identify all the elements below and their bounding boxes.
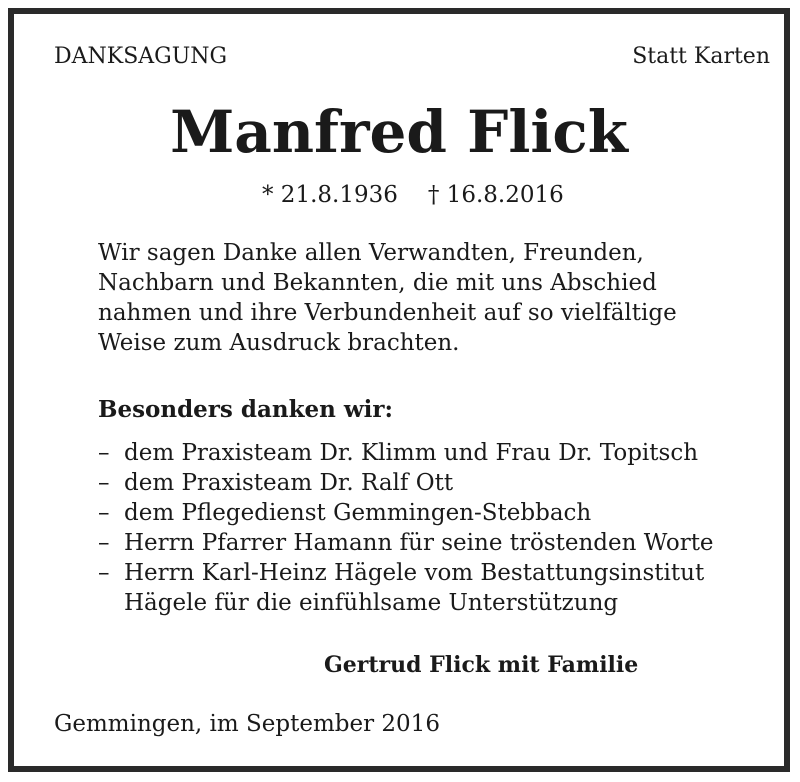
list-item [98,468,714,498]
list-item-text: dem Pflegedienst Gemmingen-Stebbach [124,500,592,526]
list-dash: – [98,470,110,496]
list-item-text: dem Praxisteam Dr. Ralf Ott [124,470,454,496]
thanks-list [98,438,714,618]
list-dash: – [98,440,110,466]
birth-date: * 21.8.1936 [262,182,398,208]
list-item [98,528,714,558]
list-item-text: Hägele für die einfühlsame Unterstützung [124,590,619,616]
list-dash: – [98,500,110,526]
death-date: † 16.8.2016 [427,182,564,208]
list-item-text: Herrn Pfarrer Hamann für seine tröstenden Worte [124,530,714,556]
intro-line: Nachbarn und Bekannten, die mit uns Abschied [98,270,657,296]
list-item [98,498,714,528]
intro-line: Weise zum Ausdruck brachten. [98,330,460,356]
list-item-text: dem Praxisteam Dr. Klimm und Frau Dr. Topitsch [124,440,699,466]
list-dash: – [98,560,110,586]
obituary-card [8,8,790,772]
signature: Gertrud Flick mit Familie [324,652,639,678]
life-dates [262,182,564,208]
list-item [98,558,714,618]
place-date: Gemmingen, im September 2016 [54,711,440,737]
header-note: Statt Karten [632,44,770,69]
list-dash: – [98,530,110,556]
deceased-name: Manfred Flick [170,98,628,166]
thanks-heading: Besonders danken wir: [98,396,394,423]
list-item [98,438,714,468]
intro-line: nahmen und ihre Verbundenheit auf so vielfältige [98,300,677,326]
thanks-intro [98,238,677,358]
header-title: DANKSAGUNG [54,44,228,69]
list-item-text: Herrn Karl-Heinz Hägele vom Bestattungsinstitut [124,560,705,586]
intro-line: Wir sagen Danke allen Verwandten, Freunden, [98,240,644,266]
